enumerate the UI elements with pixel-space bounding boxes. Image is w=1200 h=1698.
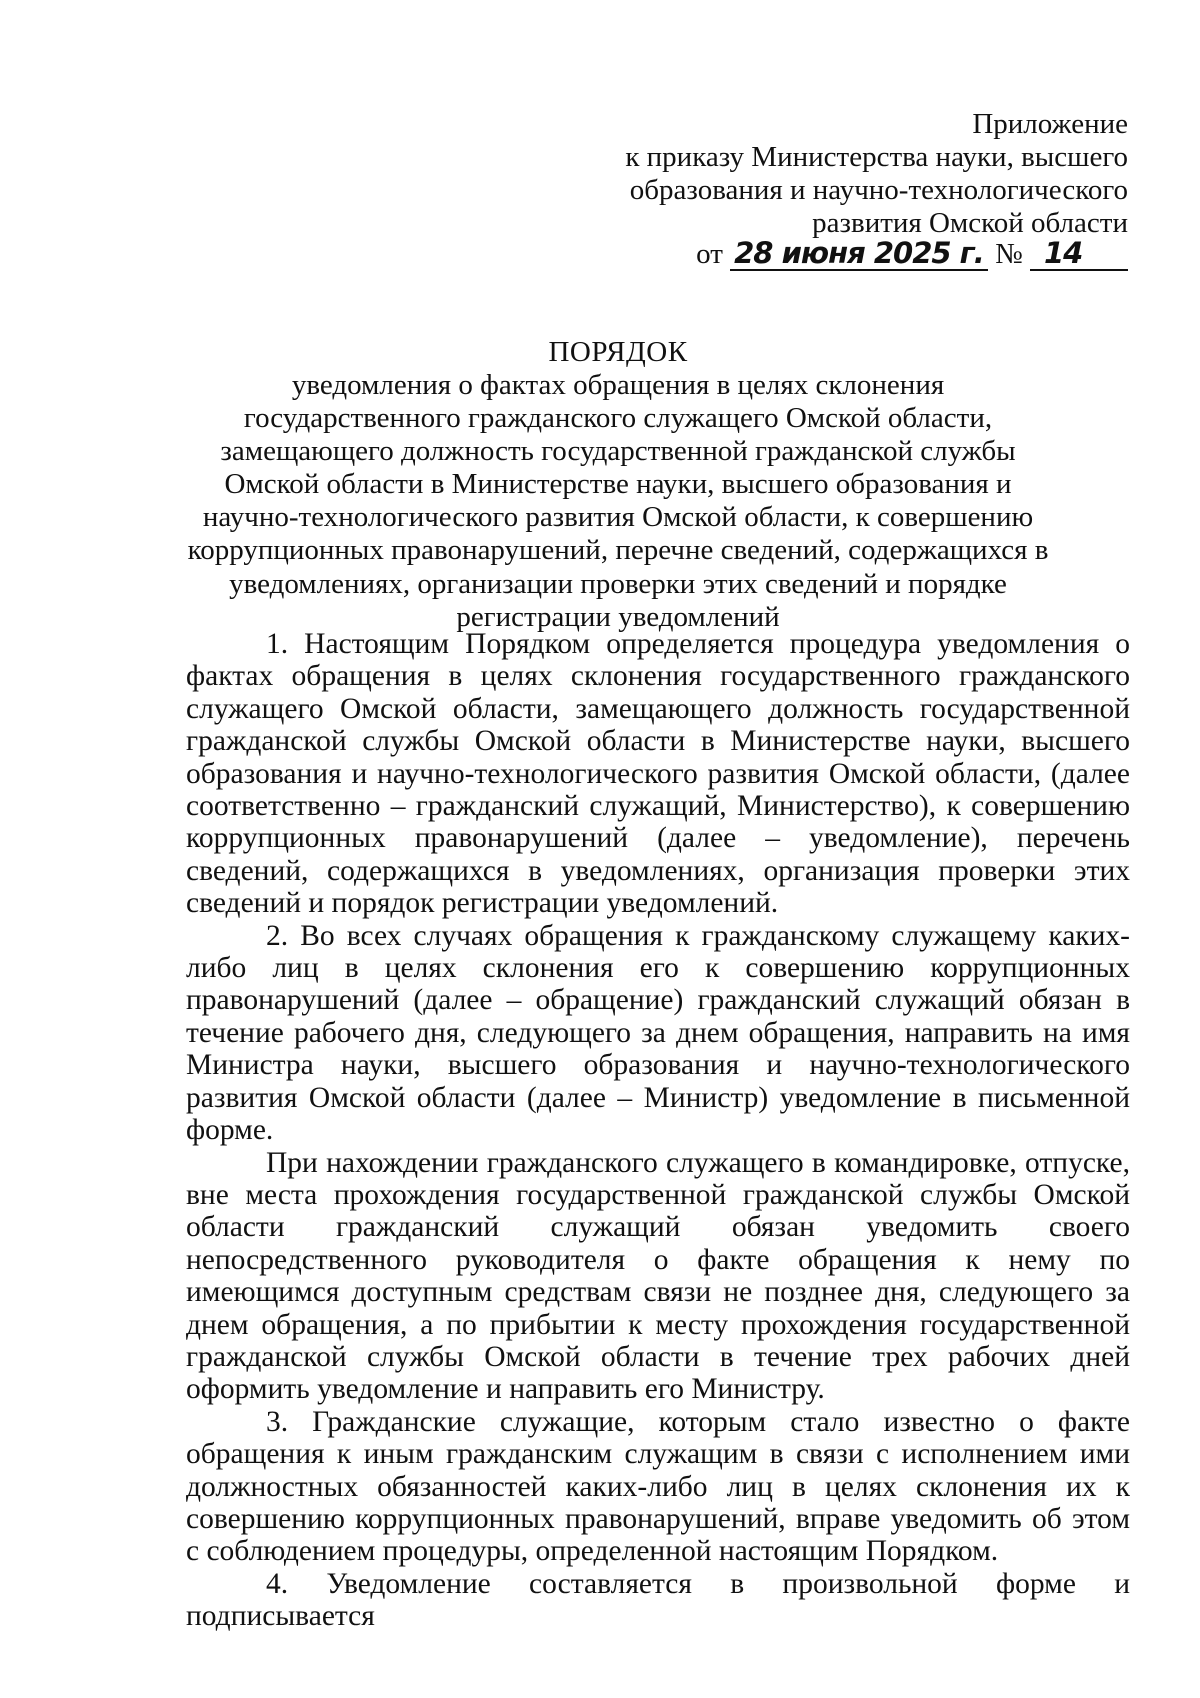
paragraph-2-continuation: При нахождении гражданского служащего в командировке, отпуске, вне места прохождения государственной гражданской службы Омской области гражданский служащий обязан уведомить своего непосредственного руководителя о факте обращения к нему по имеющимся доступным средствам связи не позднее дня, следующего за днем обращения, а по прибытии к месту прохождения государственной гражданской службы Омской области в течение трех рабочих дней оформить уведомление и направить его Министру. [186, 1146, 1130, 1406]
paragraph-4: 4. Уведомление составляется в произвольной форме и подписывается [186, 1567, 1130, 1633]
handwritten-number: 14 [1030, 237, 1128, 271]
date-prefix: от [696, 238, 723, 270]
paragraph-1: 1. Настоящим Порядком определяется процедура уведомления о фактах обращения в целях склонения государственного гражданского служащего Омской области, замещающего должность государственной гражданской службы Омской области в Министерстве науки, высшего образования и научно-технологического развития Омской области, (далее соответственно – гражданский служащий, Министерство), к совершению коррупционных правонарушений (далее – уведомление), перечень сведений, содержащихся в уведомлениях, организация проверки этих сведений и порядок регистрации уведомлений. [186, 628, 1130, 920]
handwritten-date: 28 июня 2025 г. [730, 237, 988, 271]
appendix-label: Приложение [972, 108, 1128, 140]
document-subtitle: уведомления о фактах обращения в целях склонения государственного гражданского служащего Омской области, замещающего должность государственной гражданской службы Омской области в Министерстве науки, высшего образования и научно-технологического развития Омской области, к совершению коррупционных правонарушений, перечне сведений, содержащихся в уведомлениях, организации проверки этих сведений и порядке регистрации уведомлений [187, 369, 1049, 633]
order-date-number [696, 236, 1128, 272]
appendix-header [625, 108, 1128, 240]
appendix-ministry-line: образования и научно-технологического [629, 174, 1128, 206]
appendix-region-line: развития Омской области [812, 207, 1128, 239]
document-title: ПОРЯДОК [548, 336, 688, 368]
number-prefix: № [995, 238, 1023, 270]
paragraph-2: 2. Во всех случаях обращения к гражданскому служащему каких-либо лиц в целях склонения его к совершению коррупционных правонарушений (далее – обращение) гражданский служащий обязан в течение рабочего дня, следующего за днем обращения, направить на имя Министра науки, высшего образования и научно-технологического развития Омской области (далее – Министр) уведомление в письменной форме. [186, 919, 1130, 1147]
appendix-order-ref: к приказу Министерства науки, высшего [625, 141, 1128, 173]
document-body [186, 628, 1130, 1633]
paragraph-3: 3. Гражданские служащие, которым стало известно о факте обращения к иным гражданским служащим в связи с исполнением ими должностных обязанностей каких-либо лиц в целях склонения их к совершению коррупционных правонарушений, вправе уведомить об этом с соблюдением процедуры, определенной настоящим Порядком. [186, 1405, 1130, 1568]
